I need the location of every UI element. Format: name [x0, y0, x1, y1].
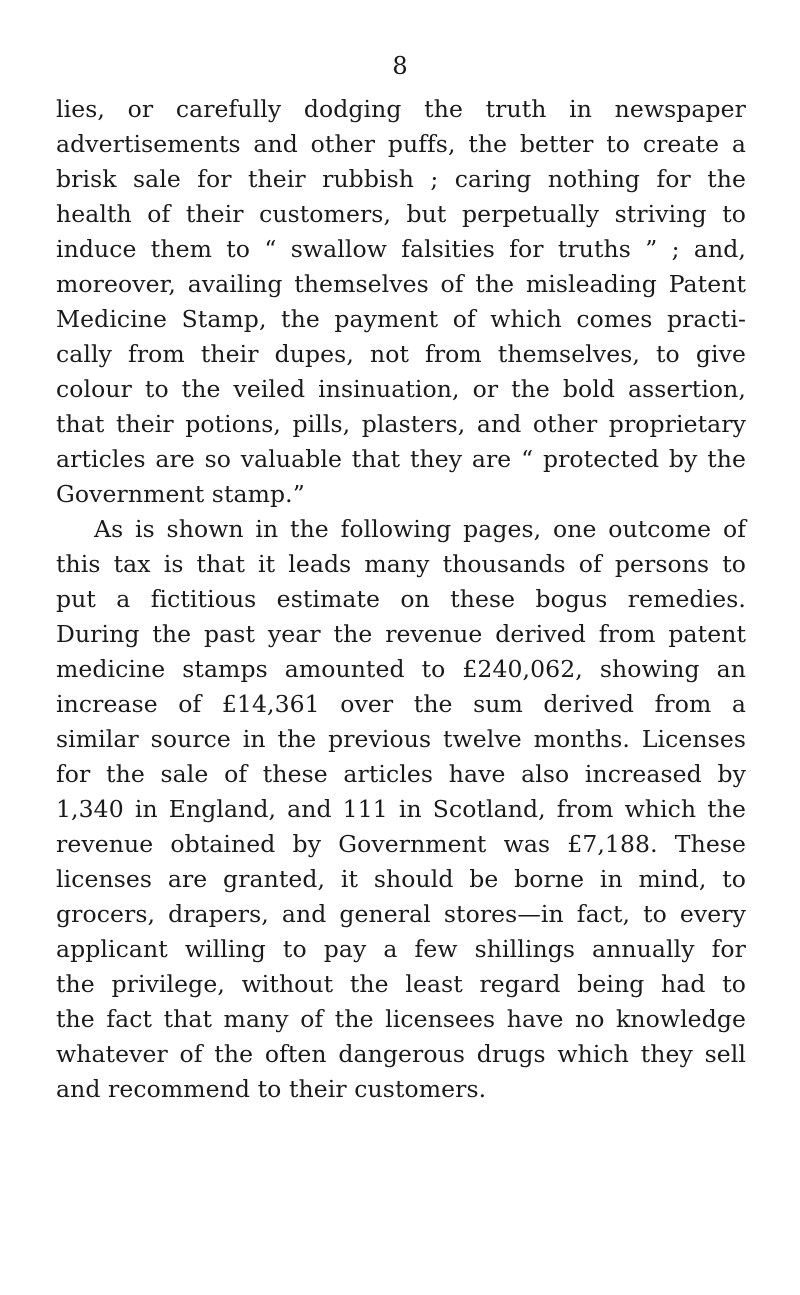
text-line: similar source in the previous twelve months. Licenses [56, 725, 746, 753]
text-line: articles are so valuable that they are “ protected by the [56, 445, 746, 473]
page-number: 8 [392, 52, 408, 80]
text-line: lies, or carefully dodging the truth in newspaper [56, 95, 746, 123]
text-line: for the sale of these articles have also increased by [56, 760, 746, 788]
text-line: cally from their dupes, not from themselves, to give [56, 340, 746, 368]
text-line: put a fictitious estimate on these bogus remedies. [56, 585, 746, 613]
text-line: grocers, drapers, and general stores—in fact, to every [56, 900, 746, 928]
text-line: During the past year the revenue derived from patent [56, 620, 746, 648]
text-line: induce them to “ swallow falsities for truths ” ; and, [56, 235, 746, 263]
text-line: medicine stamps amounted to £240,062, showing an [56, 655, 746, 683]
text-line: licenses are granted, it should be borne in mind, to [56, 865, 746, 893]
text-line: increase of £14,361 over the sum derived from a [56, 690, 746, 718]
text-line: the privilege, without the least regard being had to [56, 970, 746, 998]
paragraph-last-line: Government stamp.” [56, 480, 305, 508]
text-line: advertisements and other puffs, the better to create a [56, 130, 746, 158]
text-line: brisk sale for their rubbish ; caring nothing for the [56, 165, 746, 193]
text-line: the fact that many of the licensees have no knowledge [56, 1005, 746, 1033]
paragraph-first-line: As is shown in the following pages, one outcome of [94, 515, 746, 543]
text-line: 1,340 in England, and 111 in Scotland, from which the [56, 795, 746, 823]
text-line: moreover, availing themselves of the misleading Patent [56, 270, 746, 298]
body-text [56, 92, 746, 1107]
text-line: that their potions, pills, plasters, and other proprietary [56, 410, 746, 438]
text-line: Medicine Stamp, the payment of which comes practi- [56, 305, 746, 333]
text-line: health of their customers, but perpetually striving to [56, 200, 746, 228]
text-line: whatever of the often dangerous drugs which they sell [56, 1040, 746, 1068]
text-line: revenue obtained by Government was £7,188. These [56, 830, 746, 858]
text-line: this tax is that it leads many thousands of persons to [56, 550, 746, 578]
paragraph-last-line: and recommend to their customers. [56, 1075, 487, 1103]
text-line: applicant willing to pay a few shillings annually for [56, 935, 746, 963]
text-line: colour to the veiled insinuation, or the bold assertion, [56, 375, 746, 403]
